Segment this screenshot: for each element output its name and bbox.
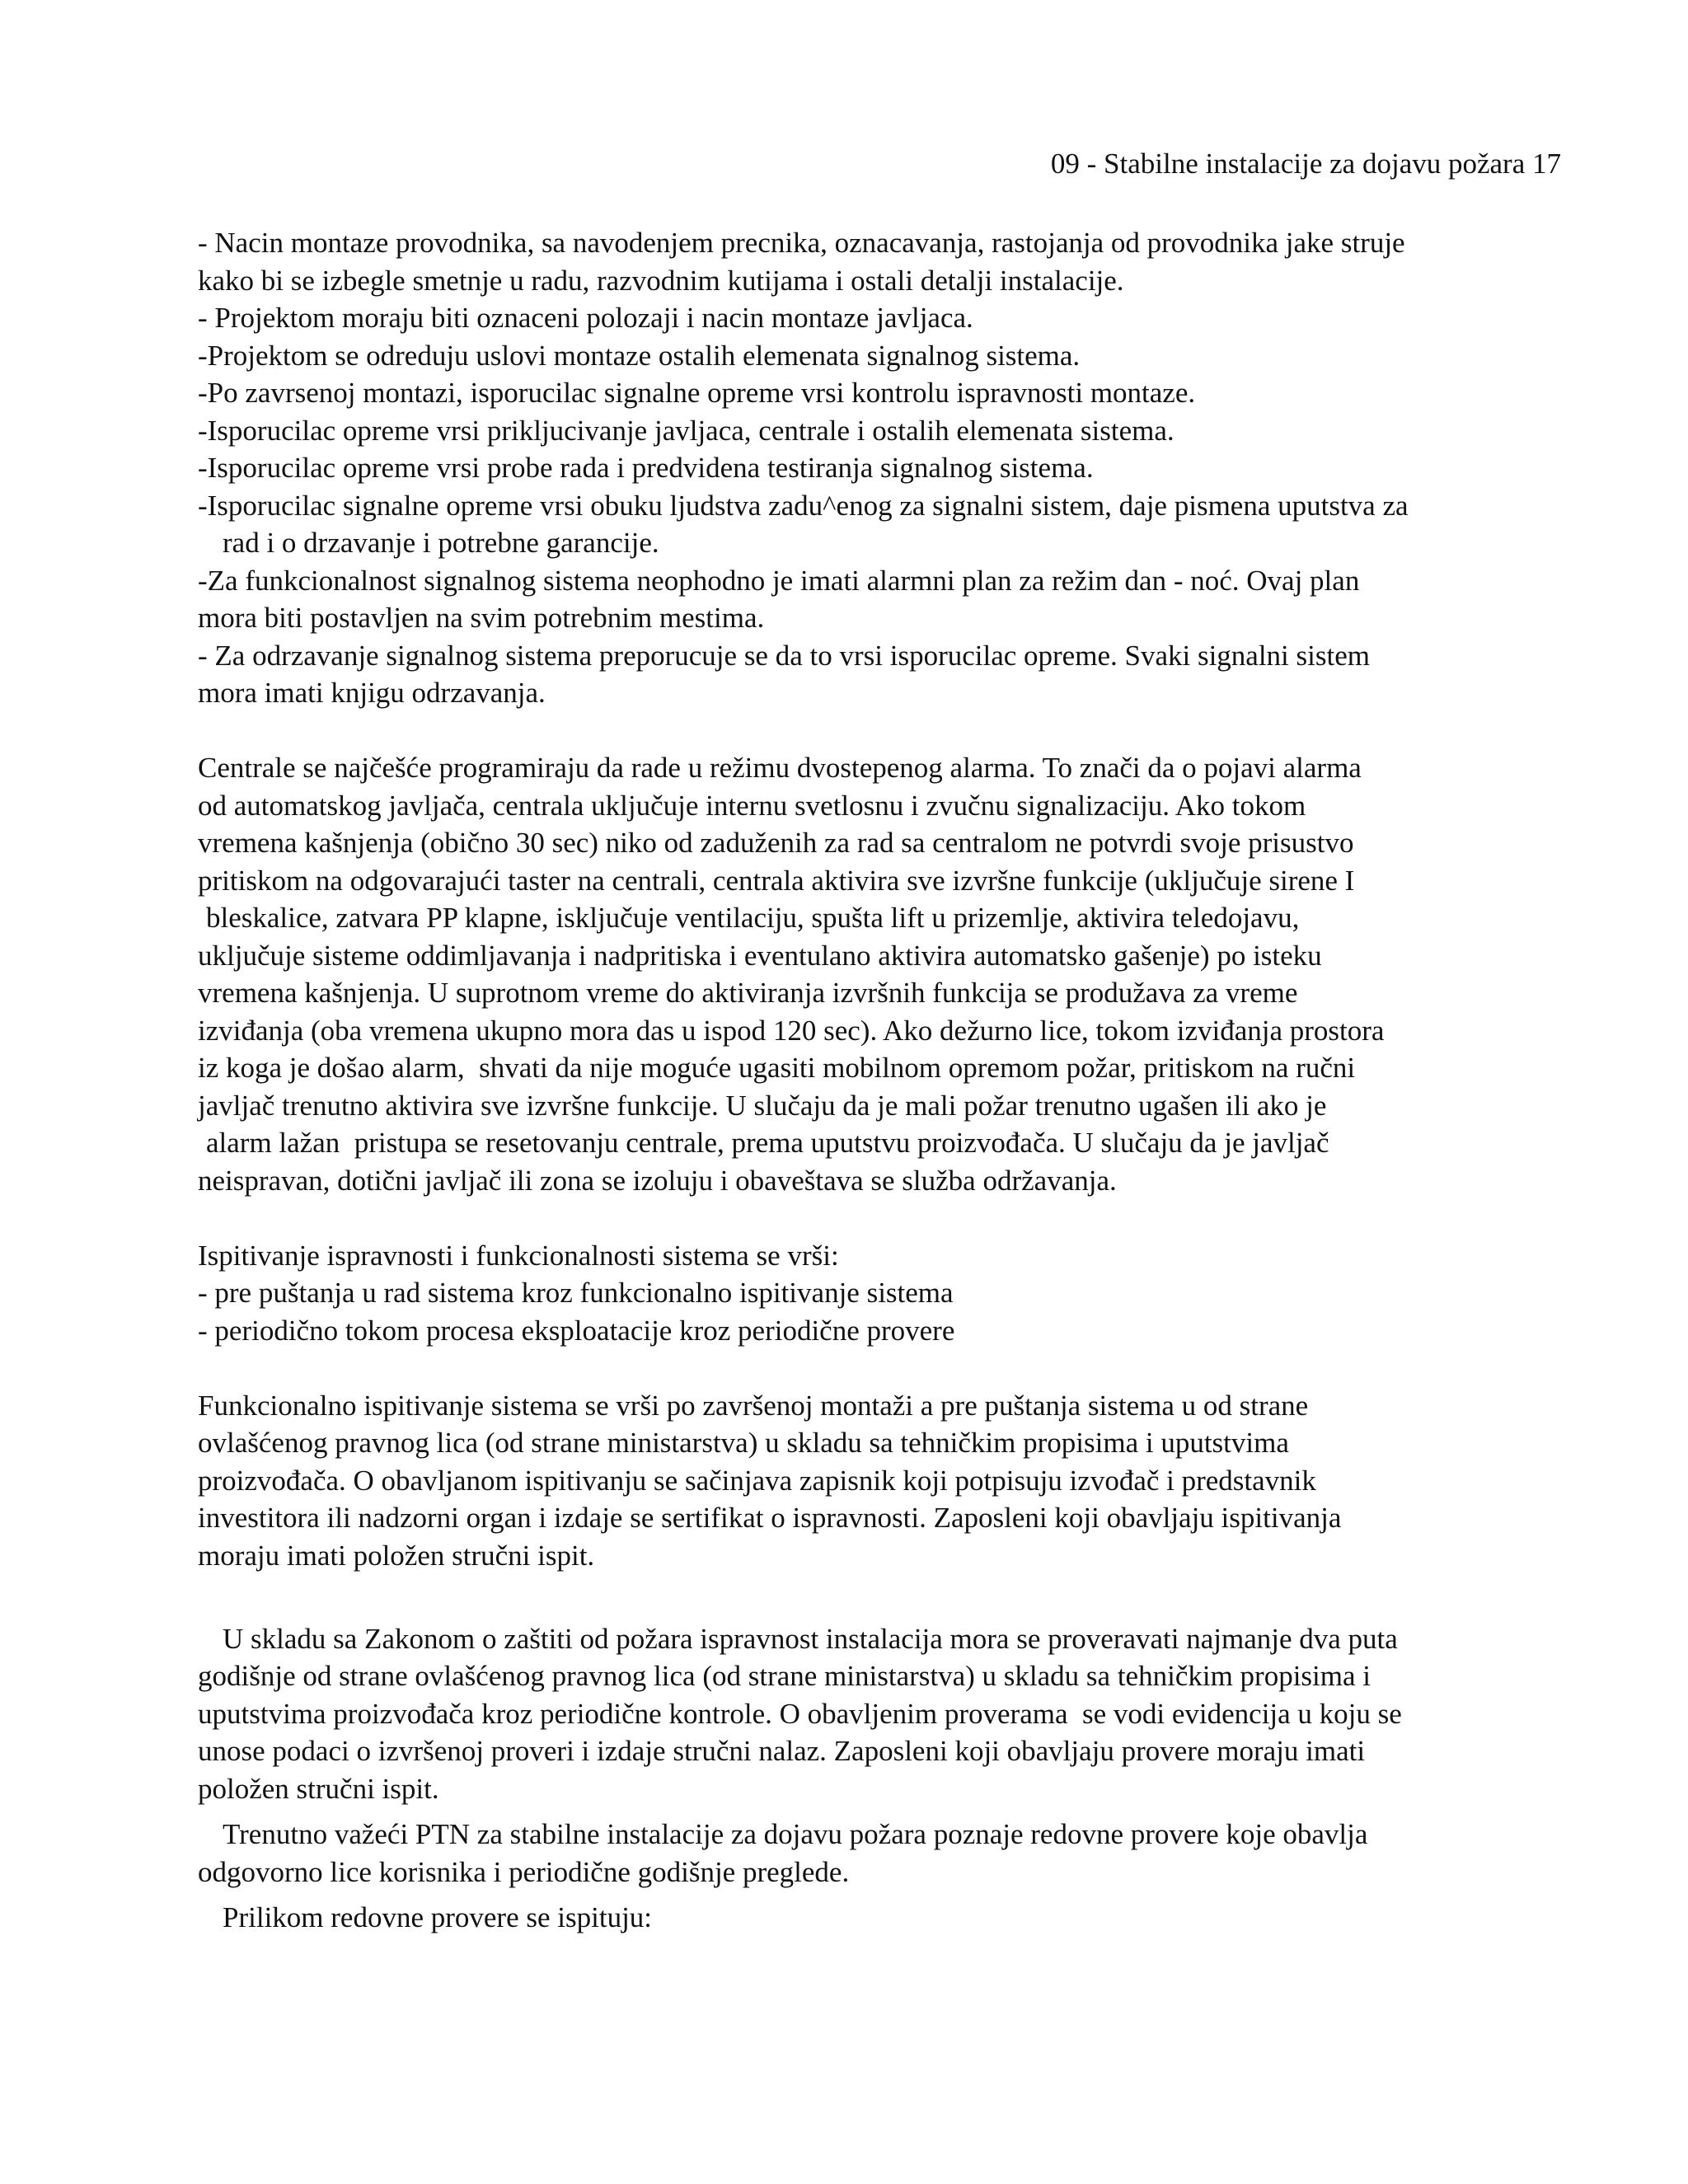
text-line: mora imati knjigu odrzavanja. xyxy=(198,677,546,709)
text-line: - Za odrzavanje signalnog sistema preporucuje se da to vrsi isporucilac opreme. Svaki signalni sistem xyxy=(198,639,1370,672)
text-line: pritiskom na odgovarajući taster na centrali, centrala aktivira sve izvršne funkcije (uključuje sirene I xyxy=(198,864,1355,897)
text-line: - pre puštanja u rad sistema kroz funkcionalno ispitivanje sistema xyxy=(198,1277,954,1309)
text-line: rad i o drzavanje i potrebne garancije. xyxy=(223,527,659,559)
text-line: - Projektom moraju biti oznaceni polozaji i nacin montaze javljaca. xyxy=(198,302,973,334)
text-line: Funkcionalno ispitivanje sistema se vrši po završenoj montaži a pre puštanja sistema u od strane xyxy=(198,1389,1309,1422)
paragraph-functional-testing xyxy=(198,1387,1566,1575)
text-line: kako bi se izbegle smetnje u radu, razvodnim kutijama i ostali detalji instalacije. xyxy=(198,264,1124,297)
text-line: godišnje od strane ovlašćenog pravnog lica (od strane ministarstva) u skladu sa tehničkim propisima i xyxy=(198,1660,1372,1692)
text-line: neispravan, dotični javljač ili zona se izoluju i obaveštava se služba održavanja. xyxy=(198,1164,1117,1197)
text-line: -Isporucilac opreme vrsi probe rada i predvidena testiranja signalnog sistema. xyxy=(198,452,1094,484)
text-line: -Isporucilac opreme vrsi prikljucivanje javljaca, centrale i ostalih elemenata sistema. xyxy=(198,414,1175,447)
paragraph-alarm xyxy=(198,749,1566,1199)
text-line: ovlašćenog pravnog lica (od strane ministarstva) u skladu sa tehničkim propisima i uputstvima xyxy=(198,1427,1289,1459)
text-line: bleskalice, zatvara PP klapne, isključuje ventilaciju, spušta lift u prizemlje, aktivira teledojavu, xyxy=(206,902,1300,934)
text-line: moraju imati položen stručni ispit. xyxy=(198,1539,595,1572)
text-line: vremena kašnjenja. U suprotnom vreme do aktiviranja izvršnih funkcija se produžava za vreme xyxy=(198,977,1298,1009)
text-line: Trenutno važeći PTN za stabilne instalacije za dojavu požara poznaje redovne provere koje obavlja xyxy=(223,1818,1368,1850)
text-line: odgovorno lice korisnika i periodične godišnje preglede. xyxy=(198,1855,850,1888)
text-line: investitora ili nadzorni organ i izdaje se sertifikat o ispravnosti. Zaposleni koji obavljaju ispitivanja xyxy=(198,1502,1342,1534)
text-line: položen stručni ispit. xyxy=(198,1772,439,1805)
text-line: iz koga je došao alarm, shvati da nije moguće ugasiti mobilnom opremom požar, pritiskom na ručni xyxy=(198,1052,1356,1084)
document-body xyxy=(198,224,1566,1937)
paragraph-law xyxy=(198,1620,1566,1808)
text-line: uputstvima proizvođača kroz periodične kontrole. O obavljenim proverama se vodi evidencija u koju se xyxy=(198,1697,1402,1730)
text-line: U skladu sa Zakonom o zaštiti od požara ispravnost instalacija mora se proveravati najmanje dva puta xyxy=(223,1622,1398,1655)
text-line: - Nacin montaze provodnika, sa navodenjem precnika, oznacavanja, rastojanja od provodnika jake struje xyxy=(198,227,1405,259)
text-line: -Po zavrsenoj montazi, isporucilac signalne opreme vrsi kontrolu ispravnosti montaze. xyxy=(198,377,1196,409)
text-line: mora biti postavljen na svim potrebnim mestima. xyxy=(198,602,765,634)
text-line: vremena kašnjenja (obično 30 sec) niko od zaduženih za rad sa centralom ne potvrdi svoje prisustvo xyxy=(198,827,1354,859)
text-line: Ispitivanje ispravnosti i funkcionalnosti sistema se vrši: xyxy=(198,1239,839,1272)
paragraph-regular-check xyxy=(198,1899,1566,1937)
text-line: - periodično tokom procesa eksploatacije kroz periodične provere xyxy=(198,1314,955,1347)
text-line: Prilikom redovne provere se ispituju: xyxy=(223,1901,653,1933)
page-header: 09 - Stabilne instalacije za dojavu požara 17 xyxy=(1050,148,1561,180)
text-line: od automatskog javljača, centrala uključuje internu svetlosnu i zvučnu signalizaciju. Ako tokom xyxy=(198,789,1306,822)
text-line: uključuje sisteme oddimljavanja i nadpritiska i eventulano aktivira automatsko gašenje) po isteku xyxy=(198,939,1322,972)
text-line: proizvođača. O obavljanom ispitivanju se sačinjava zapisnik koji potpisuju izvođač i predstavnik xyxy=(198,1464,1316,1497)
text-line: Centrale se najčešće programiraju da rade u režimu dvostepenog alarma. To znači da o pojavi alarma xyxy=(198,752,1362,784)
paragraph-testing xyxy=(198,1237,1566,1350)
requirements-list xyxy=(198,224,1566,712)
paragraph-ptn xyxy=(198,1816,1566,1891)
text-line: izviđanja (oba vremena ukupno mora das u ispod 120 sec). Ako dežurno lice, tokom izviđanja prostora xyxy=(198,1014,1385,1047)
text-line: alarm lažan pristupa se resetovanju centrale, prema uputstvu proizvođača. U slučaju da je javljač xyxy=(206,1127,1329,1159)
text-line: -Projektom se odreduju uslovi montaze ostalih elemenata signalnog sistema. xyxy=(198,339,1081,372)
text-line: unose podaci o izvršenoj proveri i izdaje stručni nalaz. Zaposleni koji obavljaju provere moraju imati xyxy=(198,1735,1366,1767)
text-line: javljač trenutno aktivira sve izvršne funkcije. U slučaju da je mali požar trenutno ugašen ili ako je xyxy=(198,1089,1327,1122)
text-line: -Isporucilac signalne opreme vrsi obuku ljudstva zadu^enog za signalni sistem, daje pismena uputstva za xyxy=(198,489,1409,522)
text-line: -Za funkcionalnost signalnog sistema neophodno je imati alarmni plan za režim dan - noć. Ovaj plan xyxy=(198,564,1360,597)
